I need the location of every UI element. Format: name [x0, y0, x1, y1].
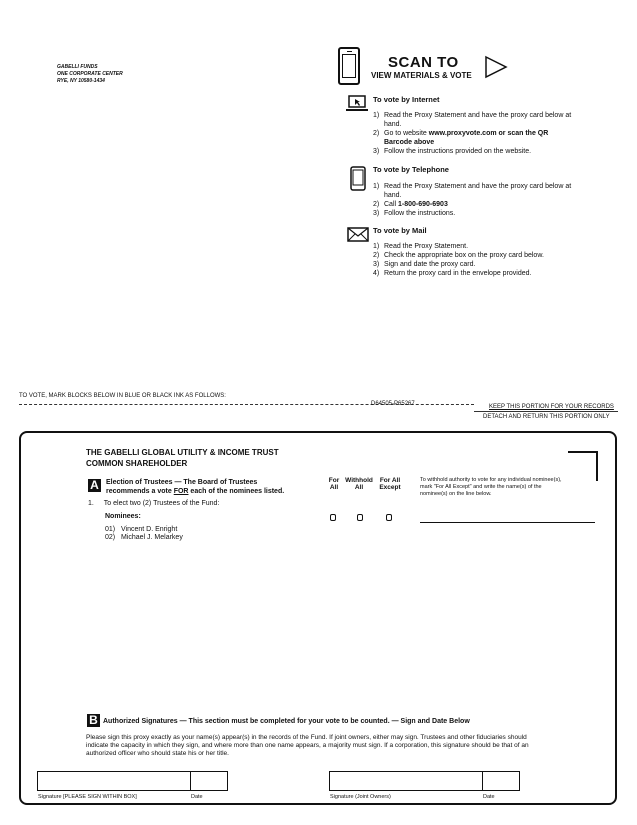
date-box[interactable] [190, 771, 228, 791]
detach-portion-label: DETACH AND RETURN THIS PORTION ONLY [483, 414, 610, 420]
withhold-instructions: To withhold authority to vote for any individual nominee(s), mark "For All Except" and write the name(s) of the nominee(s) on the line below. [420, 477, 562, 497]
proposal-1: 1. To elect two (2) Trustees of the Fund: [88, 500, 220, 507]
phone-number: 1-800-690-6903 [398, 201, 448, 208]
column-withhold-all: Withhold All [345, 477, 373, 491]
date-label: Date [191, 794, 203, 800]
shareholder-type: COMMON SHAREHOLDER [86, 459, 188, 468]
joint-date-label: Date [483, 794, 495, 800]
list-item: 02) Michael J. Melarkey [105, 534, 183, 541]
list-item: 4) Return the proxy card in the envelope provided. [373, 270, 532, 277]
ink-instruction: TO VOTE, MARK BLOCKS BELOW IN BLUE OR BLACK INK AS FOLLOWS: [19, 393, 226, 399]
list-item: 2) Check the appropriate box on the proxy card below. [373, 252, 544, 259]
signature-box[interactable] [37, 771, 191, 791]
divider [474, 411, 618, 412]
nominees-label: Nominees: [105, 513, 141, 520]
laptop-icon [346, 95, 368, 112]
list-item: 3) Follow the instructions provided on the website. [373, 148, 532, 155]
list-item: 2) Go to website www.proxyvote.com or scan the QR Barcode above [373, 130, 549, 146]
list-item: 1) Read the Proxy Statement. [373, 243, 469, 250]
internet-steps [373, 111, 573, 156]
list-item: 3) Follow the instructions. [373, 210, 456, 217]
joint-date-box[interactable] [482, 771, 520, 791]
address-line-1: GABELLI FUNDS [57, 64, 98, 70]
website-link[interactable]: www.proxyvote.com or scan the QR Barcode above [384, 130, 549, 146]
signature-instructions: Please sign this proxy exactly as your name(s) appear(s) in the records of the Fund. If joint owners, either may sign. Trustees and other fiduciaries should indicate the capacity in which they sign, and where more than one name appears, a majority must sign. If a corporation, this signature should be that of an authorized officer who should state his or her title. [86, 734, 529, 757]
nominee-list [105, 526, 183, 542]
signatures-heading: Authorized Signatures — This section must be completed for your vote to be counted. — Sign and Date Below [103, 718, 470, 725]
mail-heading: To vote by Mail [373, 226, 427, 235]
play-arrow-icon [484, 55, 508, 79]
telephone-steps [373, 182, 573, 218]
section-a-badge: A [88, 479, 101, 492]
keep-portion-label: KEEP THIS PORTION FOR YOUR RECORDS [489, 404, 614, 410]
signature-label: Signature [PLEASE SIGN WITHIN BOX] [38, 794, 137, 800]
internet-heading: To vote by Internet [373, 95, 440, 104]
scan-subtitle: VIEW MATERIALS & VOTE [371, 71, 472, 80]
for-all-checkbox[interactable] [330, 514, 336, 521]
nominee-write-in-line[interactable] [420, 522, 595, 523]
phone-icon [350, 166, 366, 191]
column-for-all-except: For All Except [379, 477, 401, 491]
list-item: 1) Read the Proxy Statement and have the proxy card below at hand. [373, 112, 572, 128]
envelope-icon [347, 227, 369, 242]
list-item: 01) Vincent D. Enright [105, 526, 178, 533]
list-item: 3) Sign and date the proxy card. [373, 261, 476, 268]
corner-mark [568, 451, 598, 481]
mail-steps [373, 242, 583, 278]
smartphone-icon [338, 47, 360, 85]
scan-title: SCAN TO [388, 54, 459, 71]
list-item: 2) Call 1-800-690-6903 [373, 201, 448, 208]
withhold-all-checkbox[interactable] [357, 514, 363, 521]
column-for-all: For All [328, 477, 340, 491]
control-code: D64505-P65267 [371, 401, 415, 407]
address-line-2: ONE CORPORATE CENTER [57, 71, 123, 77]
joint-signature-label: Signature (Joint Owners) [330, 794, 391, 800]
fund-title: THE GABELLI GLOBAL UTILITY & INCOME TRUST [86, 448, 279, 457]
fund-name [86, 447, 279, 469]
joint-signature-box[interactable] [329, 771, 483, 791]
telephone-heading: To vote by Telephone [373, 165, 449, 174]
for-all-except-checkbox[interactable] [386, 514, 392, 521]
section-b-badge: B [87, 714, 100, 727]
election-heading: Election of Trustees — The Board of Trustees recommends a vote FOR each of the nominees listed. [106, 479, 285, 495]
return-address [57, 64, 123, 85]
list-item: 1) Read the Proxy Statement and have the proxy card below at hand. [373, 183, 572, 199]
address-line-3: RYE, NY 10580-1434 [57, 78, 105, 84]
